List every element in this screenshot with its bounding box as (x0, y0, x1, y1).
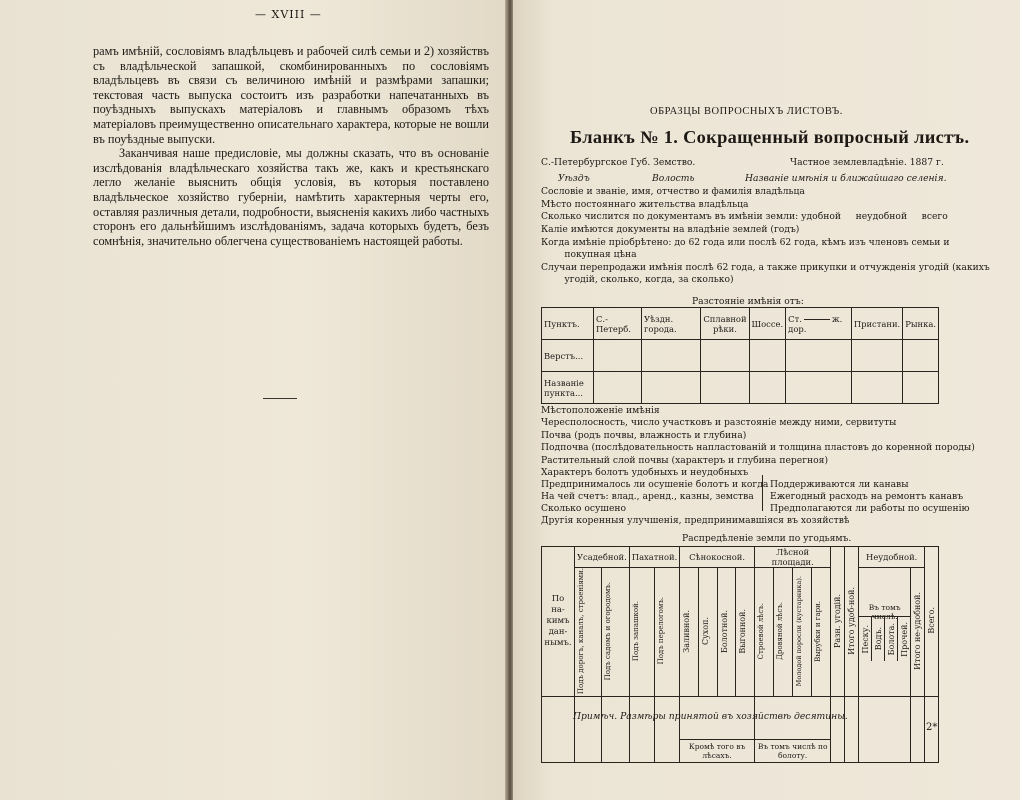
table-group-row (542, 547, 939, 568)
question-line: Каліе имѣются документы на владѣніе землей (годъ) (541, 224, 800, 235)
column-header: Молодой поросли (кустарника). (793, 568, 812, 697)
railway-label: ж. дор. (788, 313, 843, 334)
subgroup-header: Въ томъ числѣ. (859, 603, 910, 617)
column-header: Подъ дорогъ, каналъ, строеніями. (575, 568, 602, 697)
column-header: Строевой лѣсъ. (754, 568, 773, 697)
table-note: Въ томъ числѣ по болоту. (755, 739, 831, 762)
question-line: Ежегодный расходъ на ремонтъ канавъ (770, 491, 964, 502)
question-line: Сколько числится по документамъ въ имѣніи земли: удобной неудобной всего (541, 211, 948, 222)
column-header: Болотной. (717, 568, 736, 697)
question-line: покупная цѣна (541, 249, 637, 260)
column-header: Сухоп. (698, 568, 717, 697)
group-header: Усадебной. (575, 547, 630, 568)
column-header: Пристани. (851, 308, 902, 340)
row-label: Верстъ... (542, 340, 594, 372)
group-header: Пахатной. (629, 547, 680, 568)
question-line: Когда имѣніе пріобрѣтено: до 62 года или послѣ 62 года, кѣмъ изъ членовъ семьи и (541, 237, 950, 248)
column-header: Разн. угодій. (831, 547, 845, 697)
group-header: Сѣнокосной. (680, 547, 755, 568)
column-header: Дровяной лѣсъ. (774, 568, 793, 697)
question-line: Растительный слой почвы (характеръ и глубина перегноя) (541, 455, 829, 466)
field-uezd: Уѣздъ (558, 173, 590, 184)
table-row (542, 372, 939, 404)
station-label: Ст. (788, 313, 802, 324)
table-note: Кромѣ того въ лѣсахъ. (680, 739, 754, 762)
question-line: Почва (родъ почвы, влажность и глубина) (541, 430, 747, 441)
row-label: По на-кимъ дан-нымъ. (542, 547, 575, 697)
question-line: Предполагаются ли работы по осушенію (770, 503, 970, 514)
column-header: Итого удоб-ной. (845, 547, 859, 697)
column-header: Водъ. (872, 617, 885, 661)
question-line: Сословіе и званіе, имя, отчество и фамилія владѣльца (541, 186, 805, 197)
preface-text (93, 44, 489, 248)
table-row (542, 697, 939, 763)
column-header: Песку. (859, 617, 872, 661)
signature-mark: 2* (926, 722, 938, 733)
table-header-row (542, 308, 939, 340)
question-line: Случаи перепродажи имѣнія послѣ 62 года, а также прикупки и отчужденія угодій (какихъ (541, 262, 990, 273)
column-header: Подъ садомъ и огородомъ. (602, 568, 629, 697)
question-line: Мѣсто постояннаго жительства владѣльца (541, 199, 749, 210)
bracket-divider (762, 475, 763, 511)
form-header-left: С.-Петербургское Губ. Земство. (541, 157, 696, 168)
column-header: Прочей. (899, 621, 909, 657)
question-line: Предпринималось ли осушеніе болотъ и когда (541, 479, 769, 490)
form-heading: Бланкъ № 1. Сокращенный вопросный листъ. (570, 127, 970, 147)
footnote: Примѣч. Размѣры принятой въ хозяйствѣ десятины. (573, 711, 848, 722)
question-line: Чересполосность, число участковъ и разстояніе между ними, сервитуты (541, 417, 897, 428)
distance-table (541, 307, 939, 404)
column-header: Заливной. (680, 568, 699, 697)
question-line: Характеръ болотъ удобныхъ и неудобныхъ (541, 467, 749, 478)
column-header: Выгонной. (736, 568, 755, 697)
distance-caption: Разстояніе имѣнія отъ: (692, 296, 804, 307)
subgroup-cell (859, 568, 911, 697)
column-header: Шоссе. (749, 308, 786, 340)
paragraph: Заканчивая наше предисловіе, мы должны сказать, что въ основаніе изслѣдованія владѣльческаго хозяйства такъ же, какъ и крестьянскаго легло желаніе выяснить общія условія, въ которыя поставлено владѣльческое хозяйство губерніи, намѣтить характерныя черты его, оставляя различныя детали, подробности, выясненія какихъ либо частныхъ сторонъ его дальнѣйшимъ изслѣдованіямъ, задача которыхъ будетъ, безъ сомнѣнія, значительно облегчена существованіемъ настоящей работы. (93, 146, 489, 248)
table-row (542, 340, 939, 372)
column-header: Уѣздн. города. (642, 308, 701, 340)
left-page (0, 0, 507, 800)
group-header: Лѣсной площади. (754, 547, 831, 568)
column-header: С.-Петерб. (594, 308, 642, 340)
section-divider (263, 398, 297, 399)
column-header: Итого не-удобной. (910, 568, 924, 697)
land-caption: Распредѣленіе земли по угодьямъ. (682, 533, 852, 544)
question-line: Сколько осушено (541, 503, 627, 514)
column-header: Сплавной рѣки. (701, 308, 749, 340)
table-header-row (542, 568, 939, 697)
question-line: Мѣстоположеніе имѣнія (541, 405, 660, 416)
column-header (786, 308, 852, 340)
land-distribution-table (541, 546, 939, 763)
question-line: угодій, сколько, когда, за сколько) (541, 274, 734, 285)
paragraph: рамъ имѣній, сословіямъ владѣльцевъ и рабочей силѣ семьи и 2) хозяйствъ съ владѣльческой запашкой, скомбинированныхъ по сословіямъ владѣльцевъ въ связи съ величиною имѣній и размѣрами запашки; текстовая часть выпуска состоитъ изъ разработки напечатанныхъ въ поуѣздныхъ выпускахъ матеріаловъ и главнымъ образомъ тѣхъ матеріаловъ преимущественно описательнаго характера, которые не вошли въ поуѣздные выпуски. (93, 44, 489, 146)
section-title: ОБРАЗЦЫ ВОПРОСНЫХЪ ЛИСТОВЪ. (650, 106, 843, 117)
form-header-right: Частное землевладѣніе. 1887 г. (790, 157, 944, 168)
column-header: Подъ перелогомъ. (655, 568, 680, 697)
column-header: Рынка. (903, 308, 939, 340)
group-header: Неудобной. (859, 547, 925, 568)
field-volost: Волость (652, 173, 695, 184)
question-line: На чей счетъ: влад., аренд., казны, земства (541, 491, 754, 502)
row-label: Названіе пункта... (542, 372, 594, 404)
column-header: Болота. (885, 617, 898, 661)
column-header: Вырубки и гари. (812, 568, 831, 697)
column-header: Всего. (924, 547, 938, 697)
field-estate-name: Названіе имѣнія и ближайшаго селенія. (745, 173, 947, 184)
column-header: Пунктъ. (542, 308, 594, 340)
page-number: — XVIII — (255, 8, 322, 21)
column-header: Подъ запашкой. (629, 568, 654, 697)
question-line: Другія коренныя улучшенія, предпринимавшіяся въ хозяйствѣ (541, 515, 850, 526)
question-line: Поддерживаются ли канавы (770, 479, 909, 490)
question-line: Подпочва (послѣдовательность напластованій и толщина пластовъ до коренной породы) (541, 442, 975, 453)
